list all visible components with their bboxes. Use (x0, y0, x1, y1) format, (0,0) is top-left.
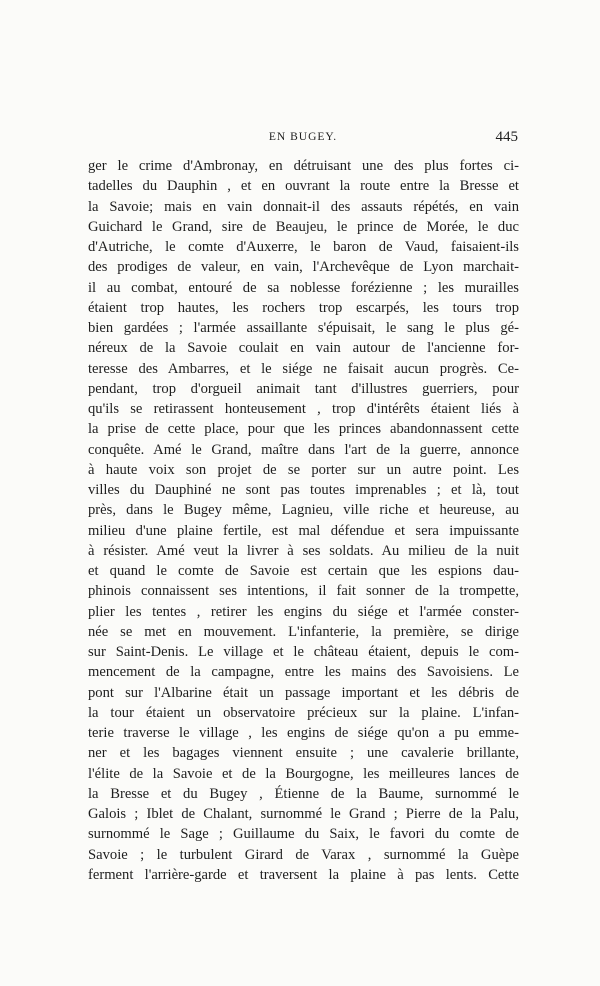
text-line: près, dans le Bugey même, Lagnieu, ville riche et heureuse, au (88, 502, 519, 519)
text-line: pont sur l'Albarine était un passage important et les débris de (88, 684, 519, 701)
text-line: milieu d'une plaine fertile, est mal défendue et sera impuissante (88, 522, 519, 539)
text-line: tadelles du Dauphin , et en ouvrant la route entre la Bresse et (88, 178, 519, 195)
page-number: 445 (495, 129, 518, 145)
text-line: des prodiges de valeur, en vain, l'Archevêque de Lyon marchait- (88, 259, 519, 276)
text-line: l'élite de la Savoie et de la Bourgogne, les meilleures lances de (88, 765, 519, 782)
text-line: villes du Dauphiné ne sont pas toutes imprenables ; et là, tout (88, 482, 519, 498)
running-title: EN BUGEY. (268, 131, 338, 143)
text-line: Guichard le Grand, sire de Beaujeu, le prince de Morée, le duc (88, 218, 519, 235)
text-line: ner et les bagages viennent ensuite ; une cavalerie brillante, (88, 745, 519, 762)
text-line: sur Saint-Denis. Le village et le château étaient, depuis le com- (88, 644, 519, 660)
text-line: terie traverse le village , les engins de siége qu'on a pu emme- (88, 725, 519, 741)
text-line: plier les tentes , retirer les engins du siége et l'armée conster- (88, 603, 519, 620)
text-line: Savoie ; le turbulent Girard de Varax , surnommé la Guèpe (88, 846, 519, 863)
text-line: d'Autriche, le comte d'Auxerre, le baron de Vaud, faisaient-ils (88, 239, 519, 255)
text-line: la Savoie; mais en vain donnait-il des assauts répétés, en vain (88, 198, 519, 215)
text-line: surnommé le Sage ; Guillaume du Saix, le favori du comte de (88, 826, 519, 843)
text-line: qu'ils se retirassent honteusement , trop d'intérêts étaient liés à (88, 401, 519, 417)
text-line: il au combat, entouré de sa noblesse forézienne ; les murailles (88, 279, 519, 296)
text-line: bien gardées ; l'armée assaillante s'épuisait, le sang le plus gé- (88, 320, 519, 336)
text-line: à résister. Amé veut la livrer à ses soldats. Au milieu de la nuit (88, 542, 519, 559)
body-text (88, 156, 519, 885)
text-line: étaient trop hautes, les rochers trop escarpés, les tours trop (88, 299, 519, 316)
text-line: ger le crime d'Ambronay, en détruisant une des plus fortes ci- (88, 158, 519, 174)
text-line: néreux de la Savoie coulait en vain autour de l'ancienne for- (88, 340, 519, 357)
text-line: phinois connaissent ses intentions, il fait sonner de la trompette, (88, 583, 519, 600)
text-line: à haute voix son projet de se porter sur un autre point. Les (88, 461, 519, 478)
text-line: Galois ; Iblet de Chalant, surnommé le Grand ; Pierre de la Palu, (88, 806, 519, 822)
text-line: pendant, trop d'orgueil animait tant d'illustres guerriers, pour (88, 380, 519, 397)
text-line: la Bresse et du Bugey , Étienne de la Baume, surnommé le (88, 785, 519, 802)
text-line: la prise de cette place, pour que les princes abandonnassent cette (88, 421, 519, 438)
text-line: teresse des Ambarres, et le siége ne faisait aucun progrès. Ce- (88, 360, 519, 377)
text-line: conquête. Amé le Grand, maître dans l'art de la guerre, annonce (88, 441, 519, 458)
text-line: mencement de la campagne, entre les mains des Savoisiens. Le (88, 664, 519, 681)
text-line: ferment l'arrière-garde et traversent la plaine à pas lents. Cette (88, 866, 519, 883)
text-line: et quand le comte de Savoie est certain que les espions dau- (88, 563, 519, 579)
text-line: la tour étaient un observatoire précieux sur la plaine. L'infan- (88, 704, 519, 721)
text-line: née se met en mouvement. L'infanterie, la première, se dirige (88, 623, 519, 640)
page-header (88, 129, 518, 149)
